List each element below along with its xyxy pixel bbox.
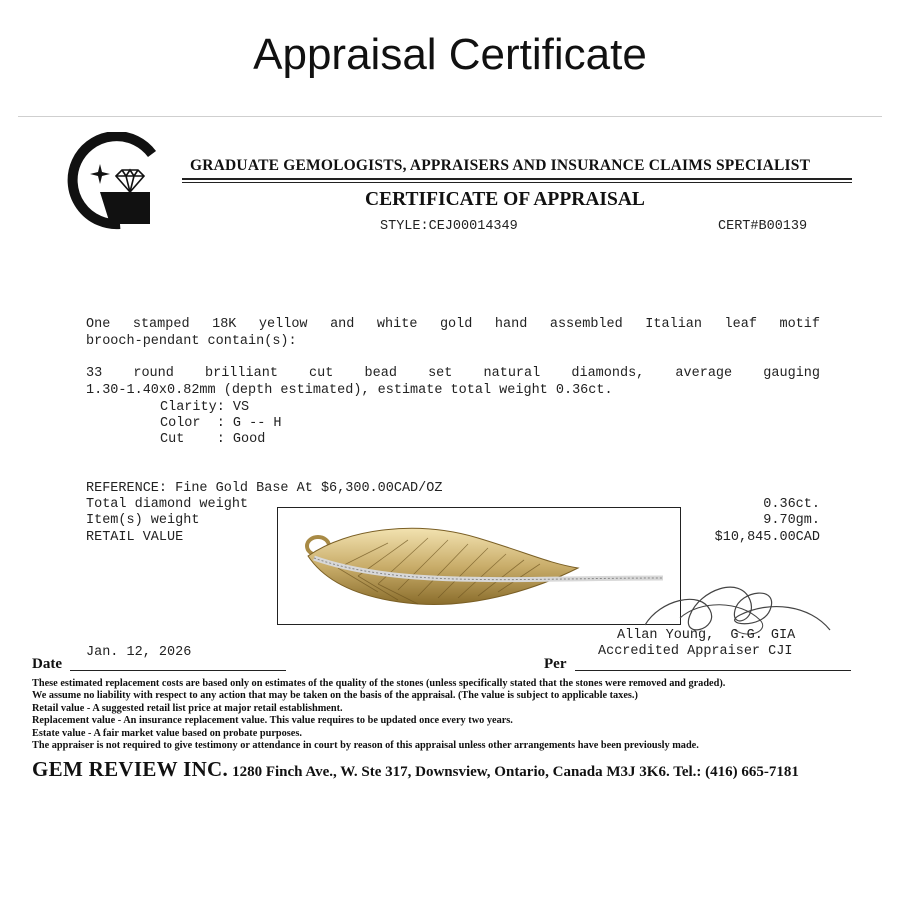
appraiser-name: Allan Young, G.G. GIA — [617, 628, 796, 643]
retail-value-value: $10,845.00CAD — [714, 530, 820, 545]
style-number: STYLE:CEJ00014349 — [380, 219, 518, 234]
disclaimer-line: These estimated replacement costs are based only on estimates of the quality of the stones (unless specifically stated that the stones were removed and graded). — [32, 678, 726, 689]
item-photo — [277, 507, 681, 625]
item-weight-label: Item(s) weight — [86, 513, 200, 528]
per-label: Per — [544, 656, 567, 672]
stones-line-2: 1.30-1.40x0.82mm (depth estimated), estimate total weight 0.36ct. — [86, 383, 613, 398]
page-title: Appraisal Certificate — [253, 30, 647, 79]
description-line-1: One stamped 18K yellow and white gold hand assembled Italian leaf motif — [86, 317, 820, 332]
total-diamond-weight-value: 0.36ct. — [763, 497, 820, 512]
date-value: Jan. 12, 2026 — [86, 645, 192, 660]
divider — [18, 116, 882, 117]
disclaimer — [32, 678, 882, 752]
color-spec: Color : G -- H — [160, 416, 282, 431]
disclaimer-line: We assume no liability with respect to any action that may be taken on the basis of the appraisal. (The value is subject to applicable taxes.) — [32, 690, 638, 702]
disclaimer-line: Estate value - A fair market value based on probate purposes. — [32, 727, 302, 739]
header-tagline: GRADUATE GEMOLOGISTS, APPRAISERS AND INSURANCE CLAIMS SPECIALIST — [190, 157, 811, 174]
retail-value-label: RETAIL VALUE — [86, 530, 184, 545]
company-address: 1280 Finch Ave., W. Ste 317, Downsview, Ontario, Canada M3J 3K6. Tel.: (416) 665-7181 — [232, 764, 799, 780]
gold-reference: REFERENCE: Fine Gold Base At $6,300.00CAD/OZ — [86, 481, 443, 496]
divider — [182, 182, 852, 183]
disclaimer-line: Retail value - A suggested retail list price at major retail establishment. — [32, 702, 343, 714]
disclaimer-line: Replacement value - An insurance replacement value. This value requires to be updated once every two years. — [32, 715, 513, 727]
footer — [32, 757, 799, 782]
cert-number: CERT#B00139 — [718, 219, 808, 234]
certificate-title: CERTIFICATE OF APPRAISAL — [365, 189, 645, 210]
per-line — [575, 670, 851, 671]
gem-diamond-logo-icon — [60, 132, 160, 232]
total-diamond-weight-label: Total diamond weight — [86, 497, 249, 512]
leaf-brooch-image — [278, 508, 680, 624]
company-name: GEM REVIEW INC. — [32, 757, 229, 781]
clarity-spec: Clarity: VS — [160, 400, 250, 415]
item-weight-value: 9.70gm. — [763, 513, 820, 528]
cut-spec: Cut : Good — [160, 432, 266, 447]
disclaimer-line: The appraiser is not required to give testimony or attendance in court by reason of this appraisal unless other arrangements have been previously made. — [32, 740, 699, 752]
description-line-2: brooch-pendant contain(s): — [86, 334, 297, 349]
date-label: Date — [32, 656, 62, 672]
divider — [182, 178, 852, 180]
appraiser-title: Accredited Appraiser CJI — [598, 644, 793, 659]
stones-line-1: 33 round brilliant cut bead set natural diamonds, average gauging — [86, 366, 820, 381]
date-line — [70, 670, 286, 671]
